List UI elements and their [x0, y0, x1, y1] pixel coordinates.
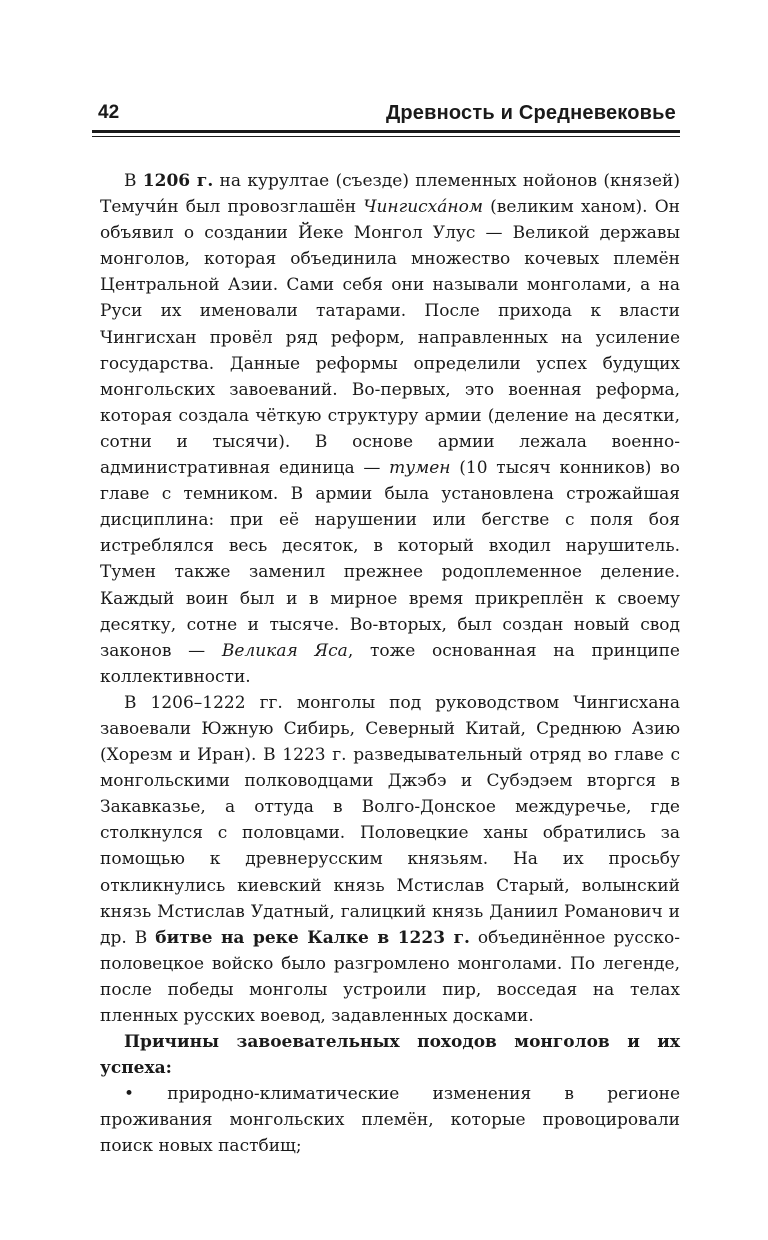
bullet-list: [100, 1081, 680, 1159]
running-head-title: Древность и Средневековье: [385, 102, 676, 124]
bullet-marker: •: [124, 1084, 135, 1105]
paragraph: [100, 690, 680, 1029]
bullet-text: природно-климатические изменения в регионе проживания монгольских племён, которые провоцировали поиск новых пастбищ;: [100, 1084, 680, 1157]
italic-term: Чингисха́ном: [363, 197, 483, 218]
text-run: (великим ханом). Он объявил о создании Йеке Монгол Улус — Великой державы монголов, которая объединила множество кочевых племён Центральной Азии. Сами себя они называли монголами, а на Руси их именовали татарами. После прихода к власти Чингисхан провёл ряд реформ, направленных на усиление государства. Данные реформы определили успех будущих монгольских завоеваний. Во-первых, это военная реформа, которая создала чёткую структуру армии (деление на десятки, сотни и тысячи). В основе армии лежала военно-административная единица —: [100, 197, 680, 479]
italic-term: Великая Яса: [221, 640, 348, 661]
bullet-item: [100, 1081, 680, 1159]
paragraph: [100, 168, 680, 690]
page-number: 42: [98, 102, 120, 123]
bold-term: битве на реке Калке в 1223 г.: [155, 927, 470, 948]
text-run: на курултае (съезде) племенных нойонов (князей) Темучи́н был провозглашён: [100, 171, 680, 218]
paragraph-group: [100, 168, 680, 1029]
text-run: объединённое русско-половецкое войско было разгромлено монголами. По легенде, после победы монголы устроили пир, восседая на телах пленных русских воевод, задавленных досками.: [100, 927, 680, 1026]
reasons-heading: Причины завоевательных походов монголов и их успеха:: [100, 1032, 680, 1079]
italic-term: тумен: [389, 458, 451, 479]
header-rule-thick: [92, 130, 680, 133]
text-run: , тоже основанная на принципе коллективности.: [100, 640, 680, 687]
header-rule-thin: [92, 136, 680, 137]
text-run: В: [124, 171, 143, 191]
text-run: В 1206–1222 гг. монголы под руководством Чингисхана завоевали Южную Сибирь, Северный Китай, Среднюю Азию (Хорезм и Иран). В 1223 г. разведывательный отряд во главе с монгольскими полководцами Джэбэ и Субэдэем вторгся в Закавказье, а оттуда в Волго-Донское междуречье, где столкнулся с половцами. Половецкие ханы обратились за помощью к древнерусским князьям. На их просьбу откликнулись киевский князь Мстислав Старый, волынский князь Мстислав Удатный, галицкий князь Даниил Романович и др. В: [100, 692, 680, 948]
body-text: [100, 168, 680, 1160]
text-run: (10 тысяч конников) во главе с темником. В армии была установлена строжайшая дисциплина: при её нарушении или бегстве с поля боя истреблялся весь десяток, в который входил нарушитель. Тумен также заменил прежнее родоплеменное деление. Каждый воин был и в мирное время прикреплён к своему десятку, сотне и тысяче. Во-вторых, был создан новый свод законов —: [100, 458, 680, 661]
bold-term: 1206 г.: [142, 171, 214, 191]
running-head: [92, 100, 680, 130]
